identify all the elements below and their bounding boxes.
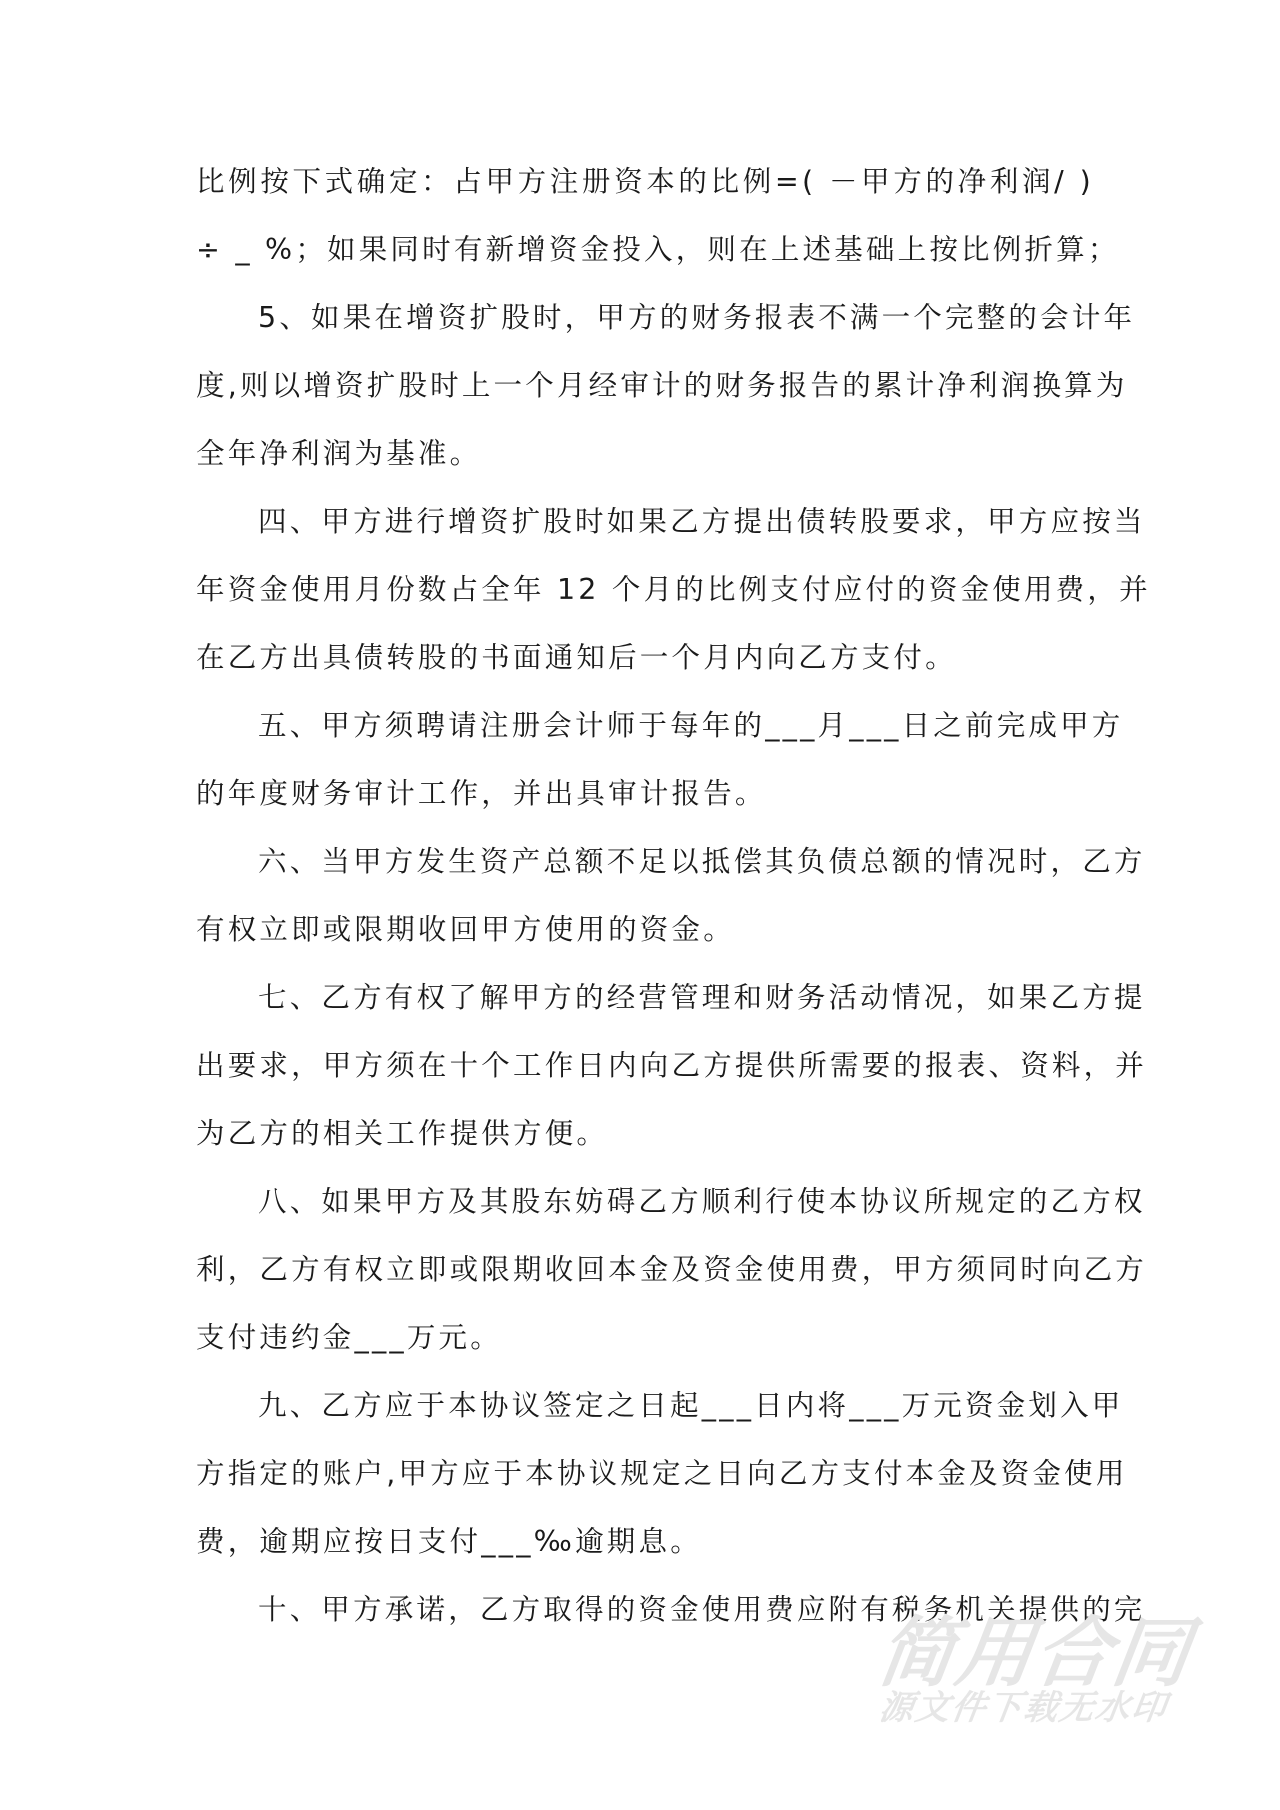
- text-line: 有权立即或限期收回甲方使用的资金。: [196, 913, 735, 946]
- text-line: 年资金使用月份数占全年 12 个月的比例支付应付的资金使用费，并: [196, 573, 1151, 606]
- paragraph-item-5: [196, 284, 1136, 488]
- text-line: 全年净利润为基准。: [196, 437, 482, 470]
- text-line: 八、如果甲方及其股东妨碍乙方顺利行使本协议所规定的乙方权: [258, 1185, 1146, 1218]
- text-line: 十、甲方承诺，乙方取得的资金使用费应附有税务机关提供的完: [258, 1593, 1146, 1626]
- paragraph-clause-5: [196, 692, 1124, 828]
- watermark-tagline: 源文件下载无水印: [876, 1688, 1171, 1728]
- paragraph-clause-9: [196, 1372, 1128, 1576]
- text-line: 利，乙方有权立即或限期收回本金及资金使用费，甲方须同时向乙方: [196, 1253, 1148, 1286]
- text-line: 的年度财务审计工作，并出具审计报告。: [196, 777, 767, 810]
- text-line: 九、乙方应于本协议签定之日起___日内将___万元资金划入甲: [258, 1389, 1124, 1422]
- paragraph-clause-8: [196, 1168, 1148, 1372]
- text-line: 费，逾期应按日支付___‰逾期息。: [196, 1525, 702, 1558]
- text-line: 七、乙方有权了解甲方的经营管理和财务活动情况，如果乙方提: [258, 981, 1146, 1014]
- paragraph-clause-10: [196, 1576, 1146, 1644]
- text-line: 五、甲方须聘请注册会计师于每年的___月___日之前完成甲方: [258, 709, 1124, 742]
- document-body: [196, 148, 1151, 1644]
- watermark-brand: 简用合同: [872, 1608, 1198, 1697]
- paragraph-clause-7: [196, 964, 1148, 1168]
- text-line: ÷ _ %；如果同时有新增资金投入，则在上述基础上按比例折算；: [196, 233, 1120, 266]
- text-line: 在乙方出具债转股的书面通知后一个月内向乙方支付。: [196, 641, 957, 674]
- text-line: 出要求，甲方须在十个工作日内向乙方提供所需要的报表、资料，并: [196, 1049, 1148, 1082]
- text-line: 比例按下式确定：占甲方注册资本的比例=( －甲方的净利润/ ): [196, 165, 1094, 198]
- paragraph-formula-continuation: [196, 148, 1120, 284]
- paragraph-clause-6: [196, 828, 1146, 964]
- text-line: 5、如果在增资扩股时，甲方的财务报表不满一个完整的会计年: [258, 301, 1136, 334]
- text-line: 方指定的账户,甲方应于本协议规定之日向乙方支付本金及资金使用: [196, 1457, 1128, 1490]
- text-line: 六、当甲方发生资产总额不足以抵偿其负债总额的情况时，乙方: [258, 845, 1146, 878]
- text-line: 支付违约金___万元。: [196, 1321, 502, 1354]
- text-line: 度,则以增资扩股时上一个月经审计的财务报告的累计净利润换算为: [196, 369, 1128, 402]
- paragraph-clause-4: [196, 488, 1151, 692]
- text-line: 为乙方的相关工作提供方便。: [196, 1117, 609, 1150]
- text-line: 四、甲方进行增资扩股时如果乙方提出债转股要求，甲方应按当: [258, 505, 1146, 538]
